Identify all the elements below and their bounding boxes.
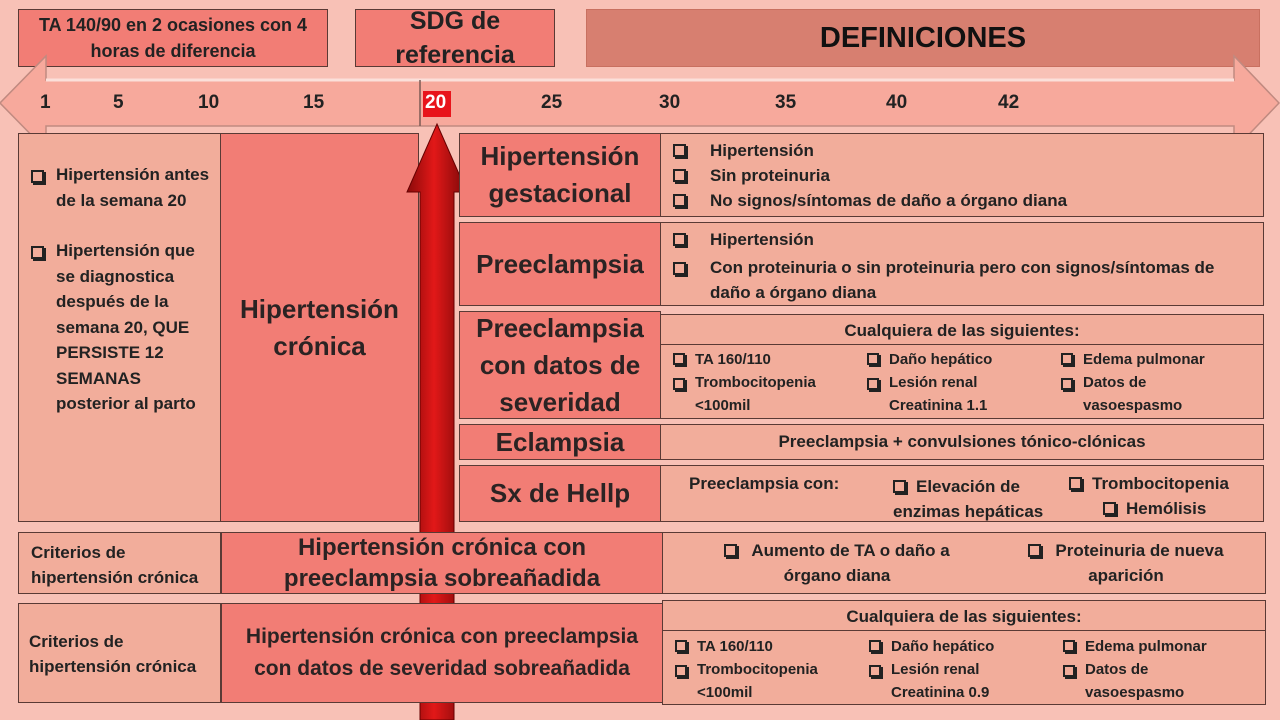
checkbox-icon [724, 544, 737, 557]
checkbox-icon [1063, 640, 1075, 652]
severa-item: Edema pulmonar [1061, 348, 1251, 371]
hellp-item: Hemólisis [1103, 499, 1206, 519]
checkbox-icon [675, 640, 687, 652]
sdg-ref-text: SDG de referencia [395, 7, 515, 69]
checkbox-icon [673, 262, 686, 275]
tick-42: 42 [998, 92, 1020, 113]
sobre-title: Hipertensión crónica con preeclampsia sobreañadida [283, 534, 601, 592]
checkbox-icon [869, 640, 881, 652]
sobre-sev-item: Edema pulmonar [1063, 635, 1253, 658]
sobre-sev-header-box [662, 600, 1266, 631]
severa-def-box [660, 344, 1264, 419]
eclampsia-title-box [459, 424, 661, 460]
checkbox-icon [673, 378, 685, 390]
checkbox-icon [31, 170, 44, 183]
gestacional-item: Sin proteinuria [710, 166, 830, 185]
checkbox-icon [1061, 353, 1073, 365]
sobre-sev-def-box [662, 630, 1266, 705]
severa-title-box [459, 311, 661, 419]
gestacional-item: Hipertensión [710, 141, 814, 160]
sobre-criteria: Criterios de hipertensión crónica [31, 543, 199, 587]
checkbox-icon [673, 169, 686, 182]
hellp-title: Sx de Hellp [489, 478, 631, 508]
hellp-lead: Preeclampsia con: [689, 474, 840, 493]
sobre-sev-item: Lesión renal Creatinina 0.9 [869, 658, 1054, 704]
checkbox-icon [893, 480, 906, 493]
tick-10: 10 [198, 92, 220, 113]
timeline-arrow [0, 0, 1280, 140]
severa-item: Daño hepático [867, 348, 1052, 371]
sobre-sev-item: Trombocitopenia <100mil [675, 658, 860, 704]
tick-25: 25 [541, 92, 563, 113]
severa-item: Trombocitopenia <100mil [673, 371, 858, 417]
sobre-sev-title-box [221, 603, 663, 703]
sobre-criteria-box [18, 532, 221, 594]
preeclampsia-item: Hipertensión [710, 230, 814, 249]
chronic-title-box [220, 133, 419, 522]
hellp-def-box [660, 465, 1264, 522]
chronic-criterion: Hipertensión antes de la semana 20 [31, 162, 211, 213]
checkbox-icon [1028, 544, 1041, 557]
checkbox-icon [673, 194, 686, 207]
gestacional-title: Hipertensión gestacional [480, 141, 640, 208]
timeline-arrow-shape [0, 56, 1279, 140]
eclampsia-def-box [660, 424, 1264, 460]
severa-header: Cualquiera de las siguientes: [844, 321, 1080, 340]
tick-20: 20 [425, 92, 447, 113]
checkbox-icon [1063, 665, 1075, 677]
severa-item: Lesión renal Creatinina 1.1 [867, 371, 1052, 417]
checkbox-icon [673, 144, 686, 157]
preeclampsia-title-box [459, 222, 661, 306]
severa-title: Preeclampsia con datos de severidad [476, 312, 644, 417]
checkbox-icon [31, 246, 44, 259]
checkbox-icon [673, 353, 685, 365]
severa-item: TA 160/110 [673, 348, 858, 371]
sobre-sev-item: Daño hepático [869, 635, 1054, 658]
hellp-item: Trombocitopenia [1069, 474, 1229, 494]
checkbox-icon [1061, 378, 1073, 390]
severa-header-box [660, 314, 1264, 345]
hellp-item: Elevación de enzimas hepáticas [893, 477, 1044, 521]
sobre-sev-criteria-box [18, 603, 221, 703]
chronic-title: Hipertensión crónica [240, 293, 399, 361]
chronic-criteria-box [18, 133, 221, 522]
checkbox-icon [869, 665, 881, 677]
checkbox-icon [675, 665, 687, 677]
sobre-sev-item: TA 160/110 [675, 635, 860, 658]
checkbox-icon [867, 378, 879, 390]
gestacional-title-box [459, 133, 661, 217]
sobre-sev-item: Datos de vasoespasmo [1063, 658, 1253, 704]
tick-40: 40 [886, 92, 908, 113]
sobre-sev-criteria: Criterios de hipertensión crónica [29, 632, 197, 676]
preeclampsia-item: Con proteinuria o sin proteinuria pero con signos/síntomas de daño a órgano diana [710, 258, 1215, 302]
sobre-sev-title: Hipertensión crónica con preeclampsia con datos de severidad sobreañadida [245, 625, 639, 680]
checkbox-icon [1103, 502, 1116, 515]
chronic-criterion: Hipertensión que se diagnostica después de la semana 20, QUE PERSISTE 12 SEMANAS posterior al parto [31, 238, 211, 417]
gestacional-def-box [660, 133, 1264, 217]
sobre-def-box [662, 532, 1266, 594]
ta-note-text: TA 140/90 en 2 ocasiones con 4 horas de diferencia [38, 15, 308, 61]
checkbox-icon [1069, 477, 1082, 490]
sobre-sev-header: Cualquiera de las siguientes: [846, 607, 1082, 626]
tick-30: 30 [659, 92, 681, 113]
eclampsia-def: Preeclampsia + convulsiones tónico-clónicas [778, 432, 1146, 451]
checkbox-icon [867, 353, 879, 365]
preeclampsia-def-box [660, 222, 1264, 306]
tick-35: 35 [775, 92, 797, 113]
eclampsia-title: Eclampsia [495, 426, 625, 457]
gestacional-item: No signos/síntomas de daño a órgano diana [710, 191, 1068, 210]
sobre-item: Proteinuria de nueva aparición [1003, 538, 1249, 588]
tick-1: 1 [40, 92, 51, 113]
checkbox-icon [673, 233, 686, 246]
tick-5: 5 [113, 92, 124, 113]
definitions-title: DEFINICIONES [819, 21, 1027, 54]
hellp-title-box [459, 465, 661, 522]
sobre-title-box [221, 532, 663, 594]
preeclampsia-title: Preeclampsia [476, 248, 644, 279]
severa-item: Datos de vasoespasmo [1061, 371, 1251, 417]
tick-15: 15 [303, 92, 325, 113]
sobre-item: Aumento de TA o daño a órgano diana [697, 538, 977, 588]
